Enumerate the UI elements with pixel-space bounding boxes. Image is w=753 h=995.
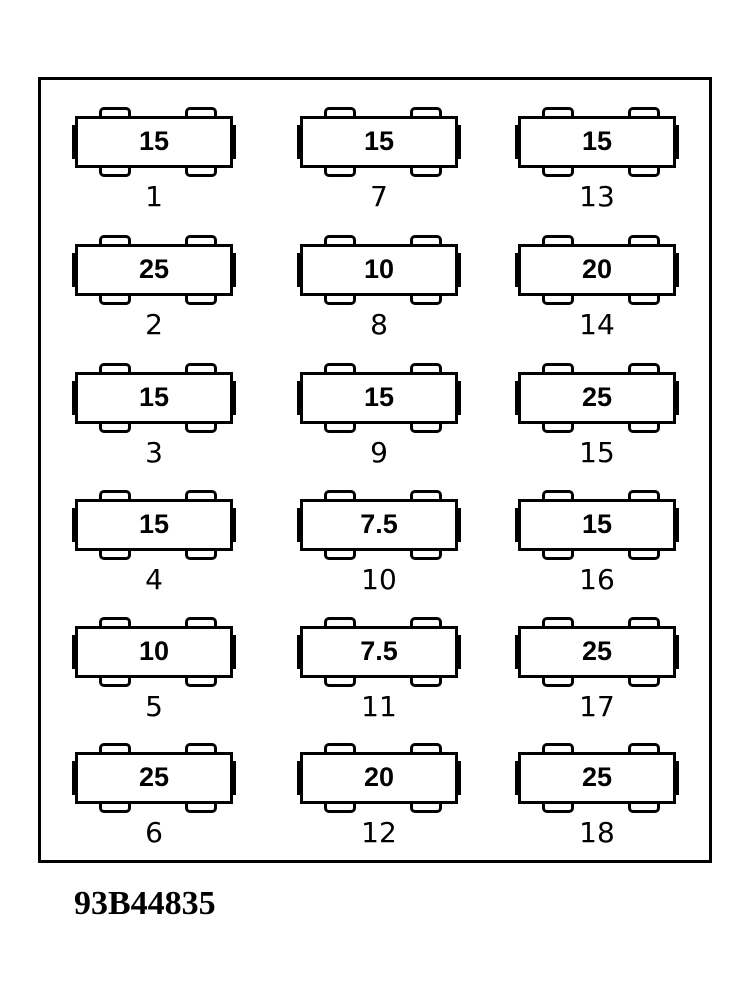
fuse-5 (75, 617, 237, 733)
figure-code: 93B44835 (74, 885, 216, 922)
fuse-15 (518, 363, 680, 479)
fuse-7 (300, 107, 462, 223)
fuse-number: 18 (579, 816, 615, 849)
fuse-18 (518, 743, 680, 859)
fuse-12 (300, 743, 462, 859)
fuse-number: 8 (370, 308, 388, 341)
fuse-number: 10 (361, 563, 397, 596)
fuse-number: 15 (579, 436, 615, 469)
fuse-2 (75, 235, 237, 351)
fuse-9 (300, 363, 462, 479)
fuse-number: 7 (370, 180, 388, 213)
fuse-rating: 7.5 (360, 509, 398, 539)
fuse-13 (518, 107, 680, 223)
fuse-rating: 25 (581, 762, 613, 792)
fuse-number: 12 (361, 816, 397, 849)
fuse-rating: 10 (138, 636, 170, 666)
fuse-rating: 15 (138, 382, 170, 412)
fuse-17 (518, 617, 680, 733)
fuse-4 (75, 490, 237, 606)
fuse-11 (300, 617, 462, 733)
fuse-rating: 25 (581, 636, 613, 666)
fuse-number: 5 (145, 690, 163, 723)
fuse-number: 3 (145, 436, 163, 469)
fuse-rating: 15 (581, 126, 613, 156)
fuse-number: 2 (145, 308, 163, 341)
fuse-rating: 15 (138, 126, 170, 156)
fuse-number: 9 (370, 436, 388, 469)
fuse-6 (75, 743, 237, 859)
fuse-rating: 20 (581, 254, 613, 284)
fuse-rating: 15 (581, 509, 613, 539)
fuse-rating: 15 (138, 509, 170, 539)
fuse-number: 17 (579, 690, 615, 723)
fuse-rating: 25 (581, 382, 613, 412)
fuse-10 (300, 490, 462, 606)
fuse-number: 14 (579, 308, 615, 341)
fuse-1 (75, 107, 237, 223)
fuse-number: 16 (579, 563, 615, 596)
fuse-16 (518, 490, 680, 606)
fuse-number: 1 (145, 180, 163, 213)
fuse-number: 6 (145, 816, 163, 849)
fuse-8 (300, 235, 462, 351)
fuse-rating: 10 (363, 254, 395, 284)
fuse-3 (75, 363, 237, 479)
fuse-rating: 25 (138, 762, 170, 792)
fuse-number: 4 (145, 563, 163, 596)
fuse-number: 13 (579, 180, 615, 213)
fuse-14 (518, 235, 680, 351)
fuse-rating: 15 (363, 382, 395, 412)
fuse-rating: 15 (363, 126, 395, 156)
fuse-number: 11 (361, 690, 397, 723)
fuse-rating: 7.5 (360, 636, 398, 666)
fuse-rating: 20 (363, 762, 395, 792)
fuse-rating: 25 (138, 254, 170, 284)
